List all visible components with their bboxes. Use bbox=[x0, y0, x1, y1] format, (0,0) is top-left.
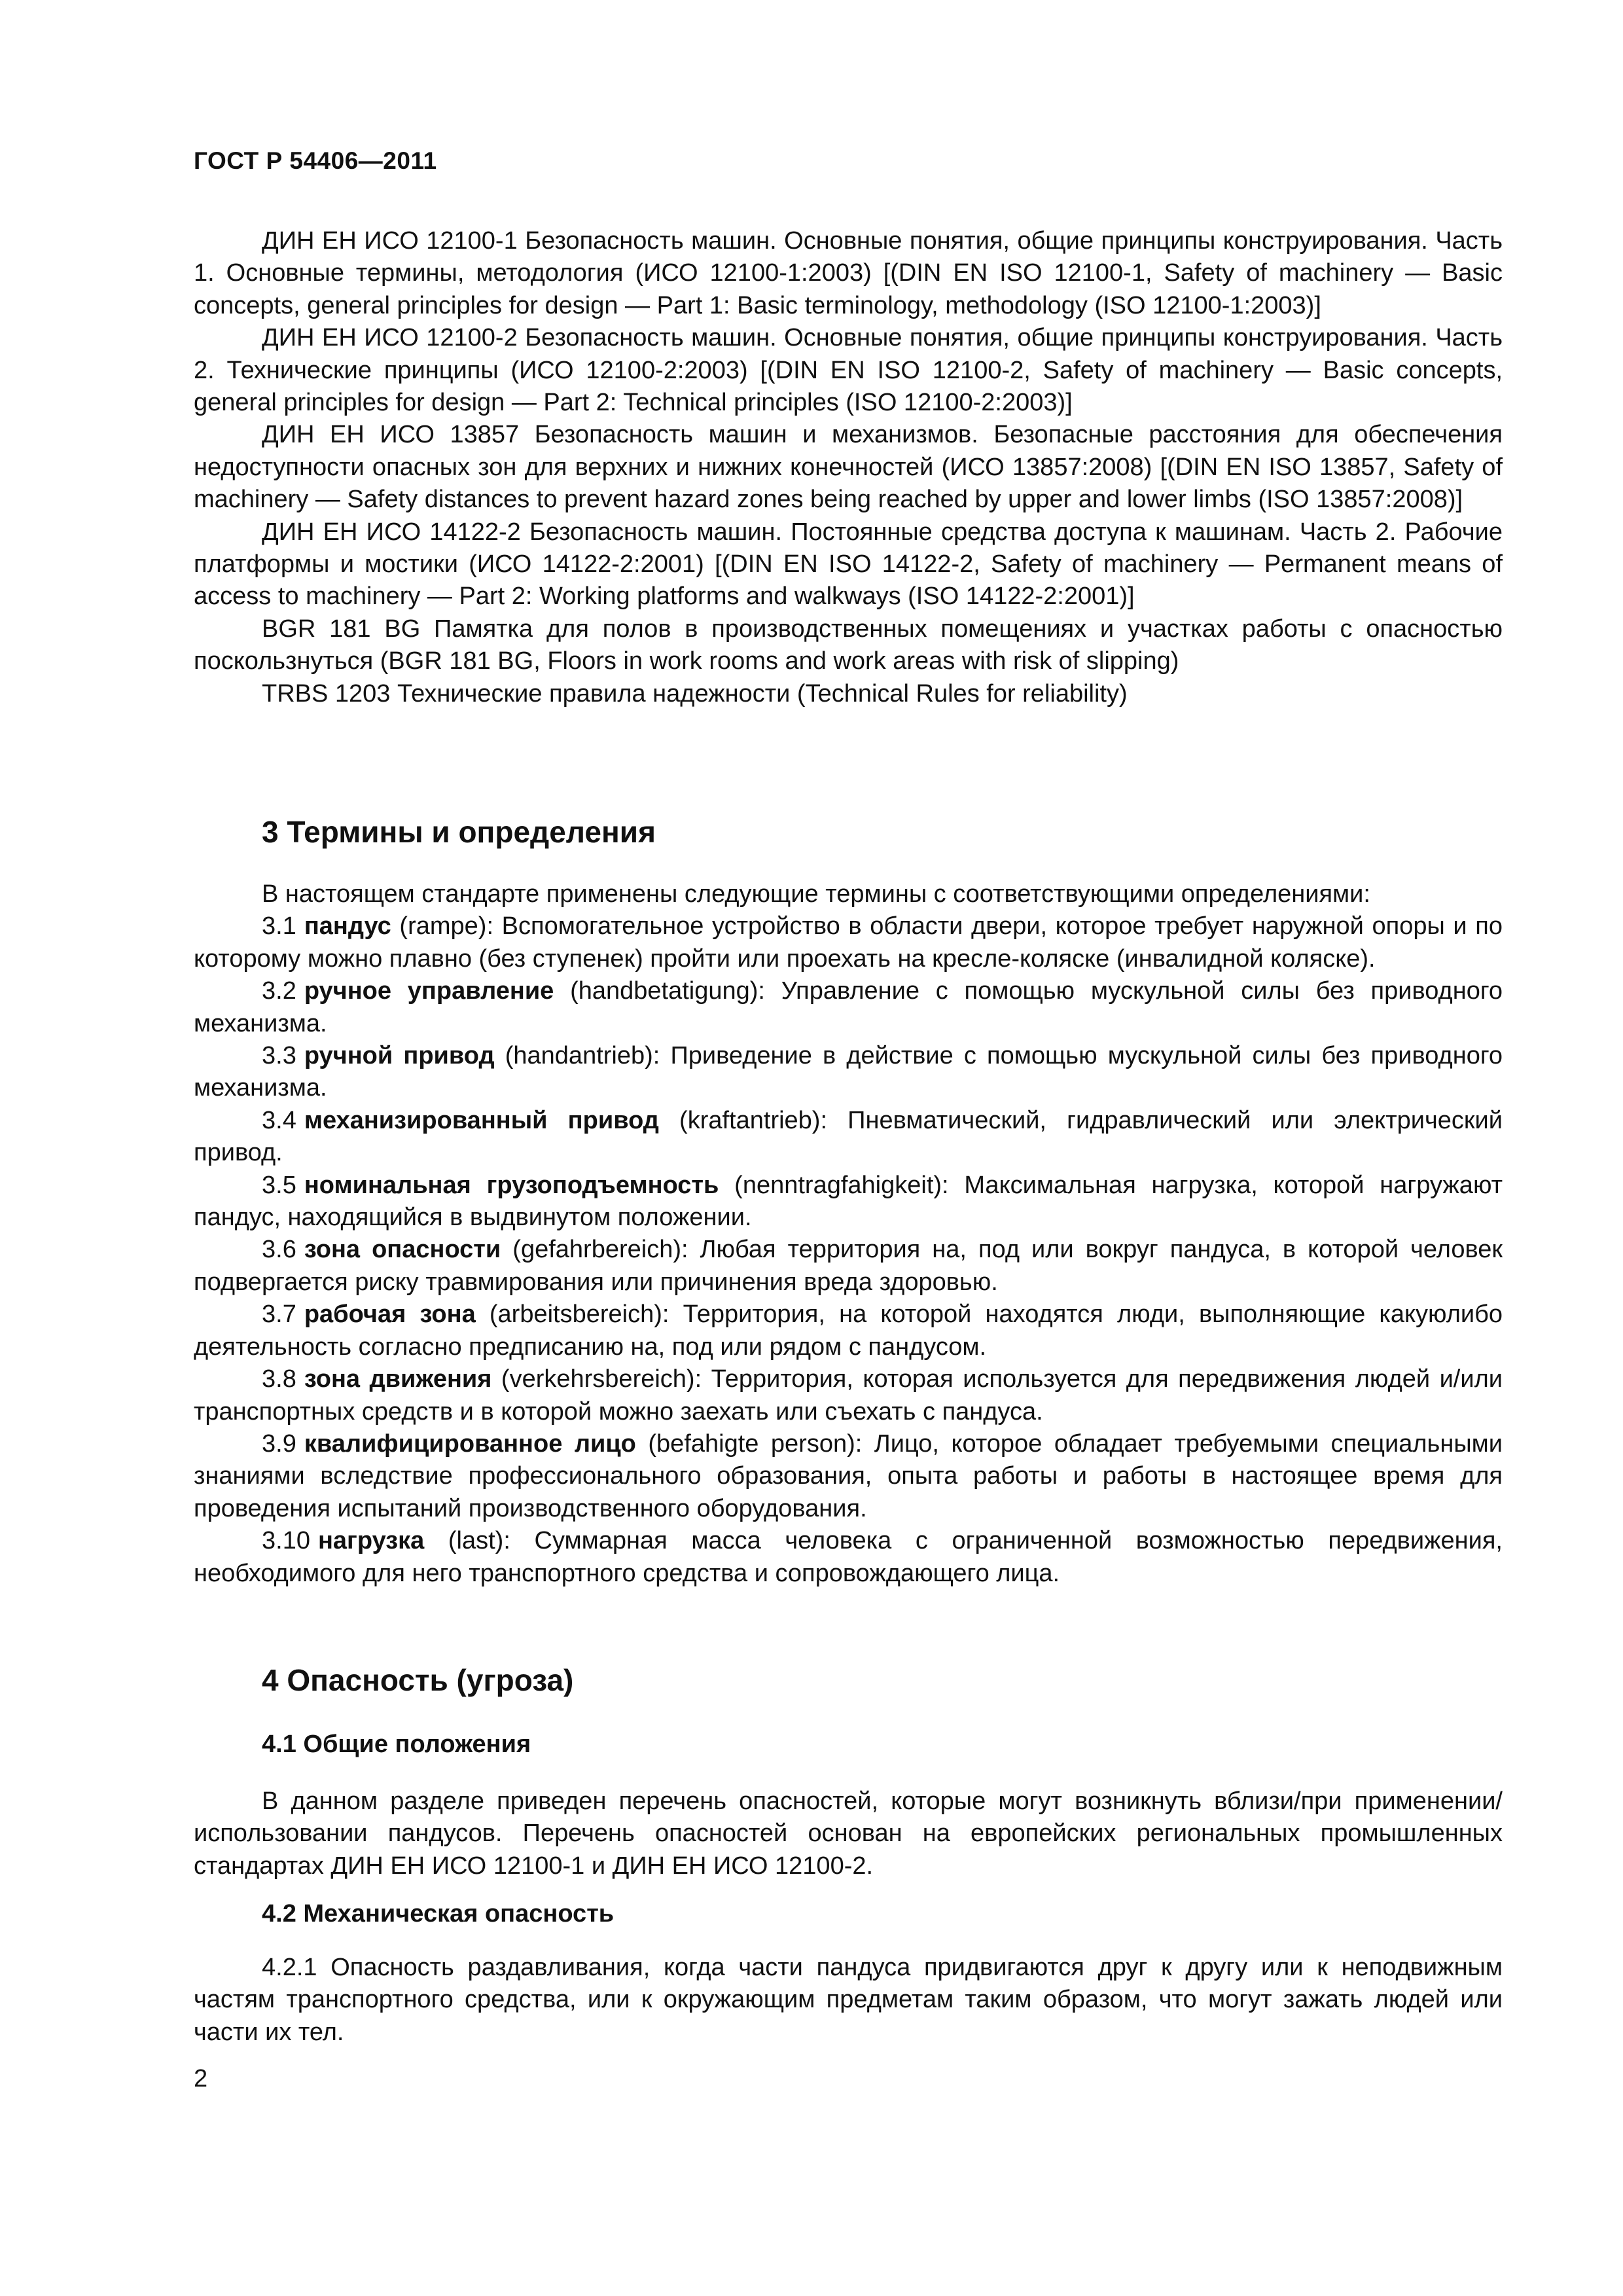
term-text: (rampe): Вспомогательное устройство в области двери, которое требует наружной опоры и по которому можно плавно (без ступенек) пройти или проехать на кресле-коляске (инвалидной коляске). bbox=[194, 912, 1503, 973]
term-number: 3.10 bbox=[262, 1527, 310, 1555]
reference-item: ДИН ЕН ИСО 12100-1 Безопасность машин. Основные понятия, общие принципы конструирования. Часть 1. Основные термины, методология (ИСО 12100-1:2003) [(DIN EN ISO 12100-1, Safety of machinery — Basic concepts, general principles for design — Part 1: Basic terminology, methodology (ISO 12100-1:2003)] bbox=[194, 227, 1503, 319]
subsection-4-2-body bbox=[194, 1952, 1503, 2049]
term-text: (nenntragfahigkeit): Максимальная нагрузка, которой нагружают пандус, находящийся в выдвинутом положении. bbox=[194, 1171, 1503, 1232]
term-definition bbox=[194, 975, 1503, 1040]
term-name: механизированный привод bbox=[304, 1106, 659, 1134]
term-name: рабочая зона bbox=[304, 1300, 476, 1329]
term-text: (befahigte person): Лицо, которое обладает требуемыми специальными знаниями вследствие профессионального образования, опыта работы и работы в настоящее время для проведения испытаний производственного оборудования. bbox=[194, 1429, 1503, 1522]
references-block bbox=[194, 225, 1503, 710]
reference-item: ДИН ЕН ИСО 13857 Безопасность машин и механизмов. Безопасные расстояния для обеспечения недоступности опасных зон для верхних и нижних конечностей (ИСО 13857:2008) [(DIN EN ISO 13857, Safety of machinery — Safety distances to prevent hazard zones being reached by upper and lower limbs (ISO 13857:2008)] bbox=[194, 421, 1503, 514]
term-number: 3.2 bbox=[262, 977, 296, 1005]
term-name: зона опасности bbox=[304, 1236, 501, 1264]
term-number: 3.8 bbox=[262, 1365, 296, 1393]
term-definition bbox=[194, 1428, 1503, 1525]
term-definition bbox=[194, 1105, 1503, 1170]
term-text: (handbetatigung): Управление с помощью мускульной силы без приводного механизма. bbox=[194, 977, 1503, 1037]
term-text: (verkehrsbereich): Территория, которая используется для передвижения людей и/или транспортных средств и в которой можно заехать или съехать с пандуса. bbox=[194, 1365, 1503, 1426]
term-number: 3.9 bbox=[262, 1429, 296, 1458]
term-number: 3.6 bbox=[262, 1236, 296, 1264]
section-3-intro: В настоящем стандарте применены следующие термины с соответствующими определениями: bbox=[262, 880, 1370, 908]
term-definition bbox=[194, 1170, 1503, 1234]
reference-item: BGR 181 BG Памятка для полов в производственных помещениях и участках работы с опасностью поскользнуться (BGR 181 BG, Floors in work rooms and work areas with risk of slipping) bbox=[194, 615, 1503, 675]
reference-item: ДИН ЕН ИСО 14122-2 Безопасность машин. Постоянные средства доступа к машинам. Часть 2. Рабочие платформы и мостики (ИСО 14122-2:2001) [(DIN EN ISO 14122-2, Safety of machinery — Permanent means of access to machinery — Part 2: Working platforms and walkways (ISO 14122-2:2001)] bbox=[194, 518, 1503, 611]
term-number: 3.5 bbox=[262, 1171, 296, 1199]
term-definition bbox=[194, 1525, 1503, 1590]
subsection-4-1-body bbox=[194, 1785, 1503, 1882]
term-definition bbox=[194, 1040, 1503, 1105]
term-text: (kraftantrieb): Пневматический, гидравлический или электрический привод. bbox=[194, 1106, 1503, 1167]
term-text: (last): Суммарная масса человека с ограниченной возможностью передвижения, необходимого для него транспортного средства и сопровождающего лица. bbox=[194, 1527, 1503, 1587]
subsection-4-2-title: 4.2 Механическая опасность bbox=[262, 1900, 615, 1928]
section-4-title: 4 Опасность (угроза) bbox=[262, 1663, 574, 1697]
term-name: зона движения bbox=[304, 1365, 492, 1393]
subsection-4-2-text: 4.2.1 Опасность раздавливания, когда части пандуса придвигаются друг к другу или к неподвижным частям транспортного средства, или к окружающим предметам таким образом, что могут зажать людей или части их тел. bbox=[194, 1954, 1503, 2046]
term-name: нагрузка bbox=[317, 1527, 425, 1555]
subsection-4-1-text: В данном разделе приведен перечень опасностей, которые могут возникнуть вблизи/при применении/использовании пандусов. Перечень опасностей основан на европейских региональных промышленных стандартах ДИН ЕН ИСО 12100-1 и ДИН ЕН ИСО 12100-2. bbox=[194, 1787, 1503, 1880]
subsection-4-1-title: 4.1 Общие положения bbox=[262, 1731, 531, 1758]
reference-item: ДИН ЕН ИСО 12100-2 Безопасность машин. Основные понятия, общие принципы конструирования. Часть 2. Технические принципы (ИСО 12100-2:2003) [(DIN EN ISO 12100-2, Safety of machinery — Basic concepts, general principles for design — Part 2: Technical principles (ISO 12100-2:2003)] bbox=[194, 324, 1503, 417]
term-number: 3.1 bbox=[262, 912, 296, 941]
term-text: (arbeitsbereich): Территория, на которой находятся люди, выполняющие какуюлибо деятельность согласно предписанию на, под или рядом с пандусом. bbox=[194, 1300, 1503, 1361]
term-number: 3.3 bbox=[262, 1042, 296, 1070]
term-definition bbox=[194, 1363, 1503, 1428]
document-header: ГОСТ Р 54406—2011 bbox=[194, 147, 437, 174]
reference-item: TRBS 1203 Технические правила надежности (Technical Rules for reliability) bbox=[262, 679, 1128, 708]
term-name: ручной привод bbox=[304, 1042, 495, 1070]
term-definition bbox=[194, 910, 1503, 975]
term-definition bbox=[194, 1299, 1503, 1363]
term-text: (handantrieb): Приведение в действие с помощью мускульной силы без приводного механизма. bbox=[194, 1042, 1503, 1102]
section-3-body bbox=[194, 878, 1503, 1590]
term-definition bbox=[194, 1234, 1503, 1299]
term-number: 3.7 bbox=[262, 1300, 296, 1329]
term-name: номинальная грузоподъемность bbox=[304, 1171, 719, 1199]
section-3-title: 3 Термины и определения bbox=[262, 815, 656, 849]
term-name: квалифицированное лицо bbox=[304, 1429, 636, 1458]
term-name: пандус bbox=[304, 912, 391, 941]
term-number: 3.4 bbox=[262, 1106, 296, 1134]
page-number: 2 bbox=[194, 2065, 208, 2092]
term-name: ручное управление bbox=[304, 977, 554, 1005]
term-text: (gefahrbereich): Любая территория на, под или вокруг пандуса, в которой человек подвергается риску травмирования или причинения вреда здоровью. bbox=[194, 1236, 1503, 1296]
